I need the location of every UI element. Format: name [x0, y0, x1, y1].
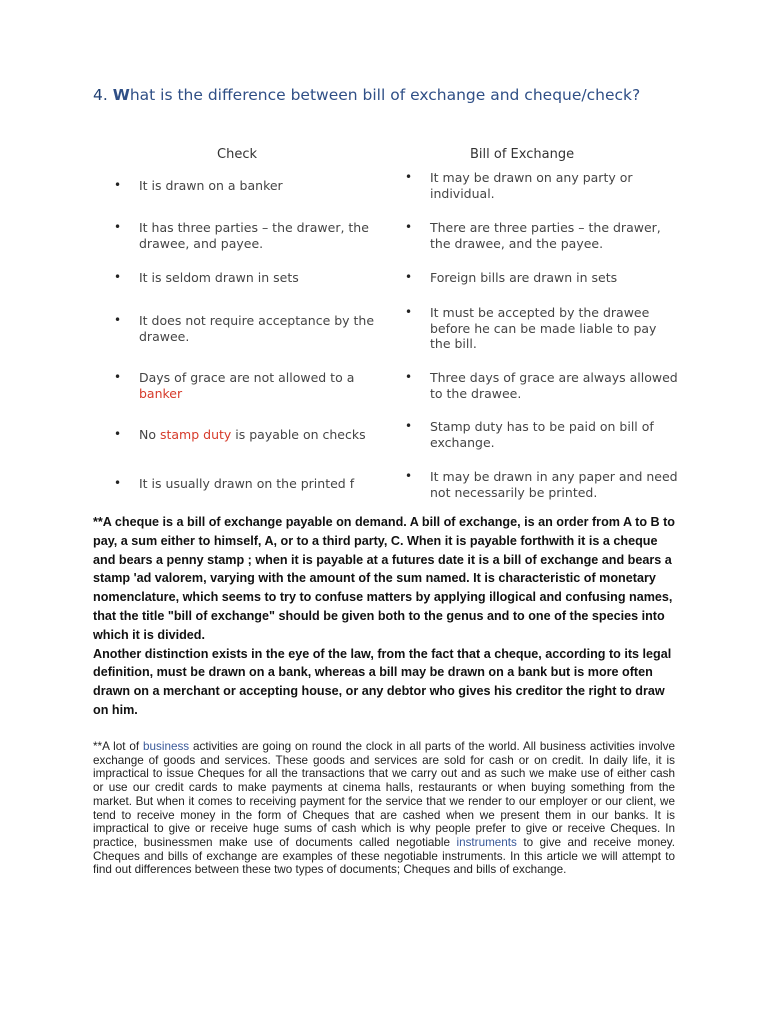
bill-item-text: There are three parties – the drawer, the drawee, and the payee.: [430, 220, 661, 251]
banker-link[interactable]: banker: [139, 385, 183, 401]
bullet-icon: •: [114, 370, 122, 384]
bill-item: [405, 270, 680, 286]
bill-item: [405, 170, 680, 201]
check-item: • No stamp duty is payable on checks: [114, 427, 366, 442]
bullet-icon: •: [114, 270, 122, 284]
business-link[interactable]: business: [143, 740, 190, 753]
question-title: [93, 86, 693, 105]
bullet-icon: •: [405, 469, 413, 483]
check-item: [114, 476, 389, 492]
bullet-icon: •: [114, 220, 122, 234]
bullet-icon: •: [405, 370, 413, 384]
check-item-text: It does not require acceptance by the drawee.: [139, 313, 375, 344]
bullet-icon: •: [405, 170, 413, 184]
paragraph-business-activities: **A lot of business activities are going on round the clock in all parts of the world. All business activities involve exchange of goods and services. These goods and services are sold for cash or on credit. In daily life, it is impractical to issue Cheques for all the transactions that we carry out and as such we make use of either cash or use our credit cards to make payments at cinema halls, restaurants or when buying something from the market. But when it comes to receiving payment for the service that we render to our employer or our client, we tend to receive money in the form of Cheques that are cashed when we present them in our banks. It is impractical to give or receive huge sums of cash which is why people prefer to give or receive Cheques. In practice, businessmen make use of documents called negotiable instruments to give and receive money. Cheques and bills of exchange are examples of these negotiable instruments. In this article we will attempt to find out differences between these two types of documents; Cheques and bills of exchange.: [93, 740, 675, 877]
instruments-link[interactable]: instruments: [456, 835, 517, 849]
bullet-icon: •: [405, 270, 413, 284]
check-item-text: It is drawn on a banker: [139, 178, 283, 193]
bill-item: [405, 419, 680, 450]
bullet-icon: •: [405, 220, 413, 234]
bullet-icon: •: [405, 419, 413, 433]
check-item: [114, 220, 389, 251]
bill-item: [405, 469, 680, 500]
check-item-text: It is usually drawn on the printed f: [139, 476, 355, 491]
bill-item: [405, 305, 680, 352]
bullet-icon: •: [114, 476, 122, 490]
question-number: 4.: [93, 86, 108, 104]
bill-item: [405, 220, 680, 251]
check-item-text: It is seldom drawn in sets: [139, 270, 299, 285]
paragraph-cheque-definition: **A cheque is a bill of exchange payable on demand. A bill of exchange, is an order from A to B to pay, a sum either to himself, A, or to a third party, C. When it is payable forthwith it is a cheque and bears a penny stamp ; when it is payable at a futures date it is a bill of exchange and bears a stamp 'ad valorem, varying with the amount of the sum named. It is characteristic of monetary nomenclature, which seems to try to confuse matters by applying illogical and confusing names, that the title "bill of exchange" should be given both to the genus and to one of the species into which it is divided.: [93, 515, 675, 642]
check-item-text: It has three parties – the drawer, the drawee, and payee.: [139, 220, 369, 251]
check-item-text: Days of grace are not allowed to a: [139, 370, 355, 385]
check-item-text: No: [139, 427, 160, 442]
paragraph-legal-distinction: Another distinction exists in the eye of the law, from the fact that a cheque, according to its legal definition, must be drawn on a bank, whereas a bill may be drawn on a bank but is more often drawn on a merchant or accepting house, or any debtor who gives his creditor the right to draw on him.: [93, 646, 672, 717]
check-column-header: Check: [217, 147, 257, 162]
cheque-definition-section: [93, 513, 678, 720]
check-item: [114, 178, 389, 194]
bullet-icon: •: [114, 313, 122, 327]
bill-item-text: Stamp duty has to be paid on bill of exchange.: [430, 419, 654, 450]
bill-column-header: Bill of Exchange: [470, 147, 575, 162]
bill-item-text: It may be drawn on any party or individual.: [430, 170, 633, 201]
question-text: hat is the difference between bill of exchange and cheque/check?: [129, 86, 641, 104]
check-item: [114, 370, 389, 401]
bill-item-text: It may be drawn in any paper and need not necessarily be printed.: [430, 469, 678, 500]
check-item: [114, 313, 389, 344]
stamp-duty-link[interactable]: stamp duty: [159, 427, 232, 442]
bullet-icon: •: [114, 427, 122, 441]
question-first-letter: W: [112, 86, 130, 104]
bill-item: [405, 370, 680, 401]
bill-item-text: Three days of grace are always allowed to the drawee.: [430, 370, 678, 401]
bullet-icon: •: [405, 305, 413, 319]
bill-item-text: Foreign bills are drawn in sets: [430, 270, 618, 285]
check-item: [114, 270, 389, 286]
bill-item-text: It must be accepted by the drawee before he can be made liable to pay the bill.: [430, 305, 657, 351]
bullet-icon: •: [114, 178, 122, 192]
